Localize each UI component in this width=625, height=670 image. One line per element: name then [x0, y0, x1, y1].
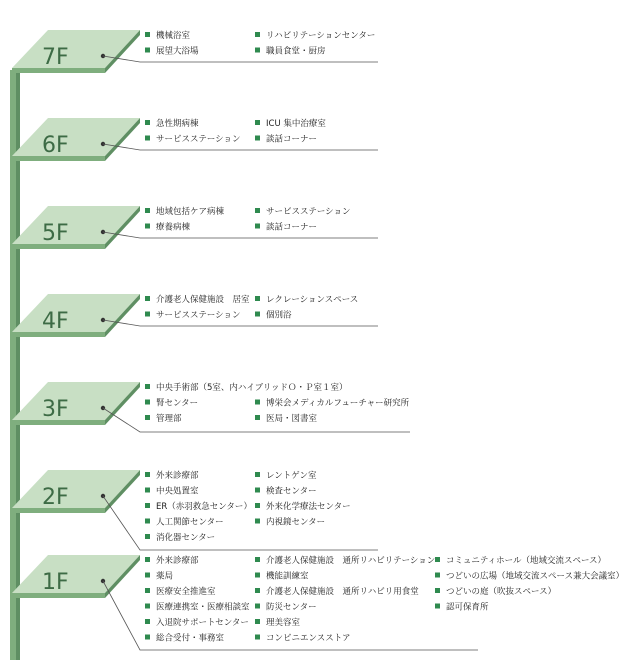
- facility-label: レントゲン室: [266, 471, 317, 481]
- facility-label: つどいの庭（吹抜スペース）: [446, 587, 557, 597]
- bullet-icon: [145, 384, 150, 389]
- facility-label: 職員食堂・厨房: [266, 46, 326, 57]
- floor-label: 7F: [42, 45, 69, 70]
- facility-label: コンビニエンスストア: [266, 633, 351, 644]
- facility-label: 医療連携室・医療相談室: [156, 602, 250, 613]
- facility-label: サービスステーション: [156, 134, 241, 145]
- bullet-icon: [255, 619, 260, 624]
- facility-label: 薬局: [156, 571, 174, 582]
- bullet-icon: [435, 557, 440, 562]
- floor-label: 3F: [42, 397, 69, 422]
- facility-label: 管理部: [156, 414, 182, 424]
- floor-slab: [12, 206, 140, 244]
- facility-label: 機械浴室: [156, 31, 191, 41]
- facility-label: 機能訓練室: [266, 571, 309, 582]
- facility-label: コミュニティホール（地域交流スペース）: [446, 556, 607, 566]
- facility-label: 外来化学療法センター: [266, 502, 351, 512]
- facility-label: 地域包括ケア病棟: [156, 207, 225, 217]
- facility-label: 展望大浴場: [156, 46, 199, 57]
- facility-label: 中央手術部（5室、内ハイブリッドＯ・Ｐ室１室）: [156, 383, 348, 393]
- bullet-icon: [145, 534, 150, 539]
- bullet-icon: [255, 136, 260, 141]
- bullet-icon: [255, 224, 260, 229]
- bullet-icon: [145, 48, 150, 53]
- bullet-icon: [255, 635, 260, 640]
- facility-label: 外来診療部: [156, 471, 199, 481]
- bullet-icon: [145, 136, 150, 141]
- bullet-icon: [255, 488, 260, 493]
- bullet-icon: [255, 32, 260, 37]
- bullet-icon: [255, 296, 260, 301]
- bullet-icon: [255, 472, 260, 477]
- facility-label: 博栄会メディカルフューチャー研究所: [266, 398, 410, 409]
- bullet-icon: [255, 48, 260, 53]
- bullet-icon: [255, 312, 260, 317]
- bullet-icon: [145, 224, 150, 229]
- floor-2f: [12, 470, 378, 550]
- floor-slab: [12, 470, 140, 508]
- facility-label: 理美容室: [266, 618, 301, 628]
- bullet-icon: [435, 573, 440, 578]
- facility-label: つどいの広場（地域交流スペース兼大会議室）: [446, 571, 625, 582]
- bullet-icon: [255, 503, 260, 508]
- floor-slab: [12, 382, 140, 420]
- bullet-icon: [255, 208, 260, 213]
- facility-label: 急性期病棟: [156, 119, 199, 129]
- floor-3f: [12, 382, 410, 432]
- facility-label: 外来診療部: [156, 556, 199, 566]
- bullet-icon: [255, 400, 260, 405]
- bullet-icon: [435, 604, 440, 609]
- facility-label: 談話コーナー: [266, 222, 318, 233]
- bullet-icon: [145, 557, 150, 562]
- facility-label: 中央処置室: [156, 486, 199, 497]
- bullet-icon: [145, 604, 150, 609]
- floor-7f: [12, 30, 378, 73]
- floor-slab: [12, 294, 140, 332]
- floor-label: 4F: [42, 309, 69, 334]
- facility-label: 人工関節センター: [156, 517, 224, 528]
- floor-label: 2F: [42, 485, 69, 510]
- facility-label: 介護老人保健施設 居室: [156, 295, 250, 305]
- bullet-icon: [145, 619, 150, 624]
- bullet-icon: [145, 415, 150, 420]
- bullet-icon: [435, 588, 440, 593]
- floor-label: 1F: [42, 570, 69, 595]
- facility-label: 総合受付・事務室: [156, 633, 225, 644]
- bullet-icon: [255, 120, 260, 125]
- facility-label: 個別浴: [266, 310, 292, 321]
- bullet-icon: [145, 400, 150, 405]
- bullet-icon: [145, 312, 150, 317]
- bullet-icon: [255, 557, 260, 562]
- bullet-icon: [145, 573, 150, 578]
- bullet-icon: [255, 415, 260, 420]
- bullet-icon: [145, 635, 150, 640]
- facility-label: 腎センター: [156, 398, 199, 409]
- floor-label: 5F: [42, 221, 69, 246]
- leader-line: [103, 144, 378, 150]
- floor-slab: [12, 118, 140, 156]
- floor-5f: [12, 206, 378, 249]
- bullet-icon: [145, 120, 150, 125]
- facility-label: リハビリテーションセンター: [266, 31, 376, 41]
- floor-label: 6F: [42, 133, 69, 158]
- facility-label: 防災センター: [266, 602, 317, 613]
- bullet-icon: [145, 519, 150, 524]
- bullet-icon: [255, 588, 260, 593]
- bullet-icon: [145, 472, 150, 477]
- facility-label: サービスステーション: [156, 310, 241, 321]
- bullet-icon: [145, 488, 150, 493]
- bullet-icon: [145, 32, 150, 37]
- facility-label: 談話コーナー: [266, 134, 318, 145]
- facility-label: 療養病棟: [156, 222, 191, 233]
- leader-line: [103, 232, 378, 238]
- facility-label: ICU 集中治療室: [266, 119, 326, 129]
- facility-label: 医療安全推進室: [156, 587, 216, 597]
- floor-1f: [12, 555, 624, 650]
- bullet-icon: [145, 588, 150, 593]
- facility-label: 医局・図書室: [266, 414, 318, 424]
- bullet-icon: [145, 208, 150, 213]
- floor-slab: [12, 555, 140, 593]
- facility-label: サービスステーション: [266, 207, 351, 217]
- facility-label: 介護老人保健施設 通所リハビリ用食堂: [266, 587, 419, 597]
- facility-label: 消化器センター: [156, 533, 216, 543]
- leader-line: [103, 56, 378, 62]
- leader-line: [103, 320, 378, 326]
- facility-label: 入退院サポートセンター: [156, 618, 249, 628]
- floor-slab: [12, 30, 140, 68]
- bullet-icon: [145, 503, 150, 508]
- facility-label: 認可保育所: [446, 602, 489, 613]
- facility-label: ER（赤羽救急センター）: [156, 502, 252, 512]
- bullet-icon: [145, 296, 150, 301]
- facility-label: 内視鏡センター: [266, 517, 326, 528]
- facility-label: 検査センター: [266, 486, 317, 497]
- bullet-icon: [255, 573, 260, 578]
- bullet-icon: [255, 604, 260, 609]
- facility-label: 介護老人保健施設 通所リハビリテーション: [266, 556, 436, 566]
- bullet-icon: [255, 519, 260, 524]
- facility-label: レクレーションスペース: [266, 295, 359, 305]
- floor-4f: [12, 294, 378, 337]
- floor-6f: [12, 118, 378, 161]
